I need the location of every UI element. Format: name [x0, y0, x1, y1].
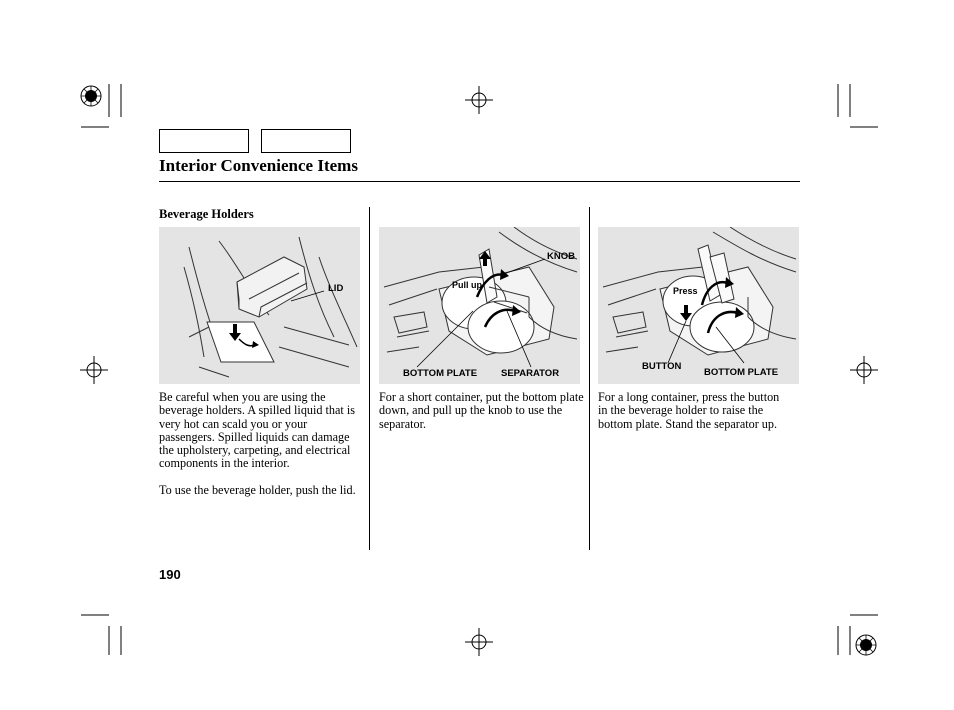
target-mark-bottom-right: [856, 635, 876, 655]
paragraph-short-container: For a short container, put the bottom plate down, and pull up the knob to use the separator.: [379, 390, 584, 431]
label-knob: KNOB: [547, 251, 575, 262]
column-divider-2: [589, 207, 590, 550]
label-separator: SEPARATOR: [501, 368, 560, 379]
column-3-text: [598, 391, 788, 444]
registration-mark-top: [465, 86, 493, 114]
long-container-illustration: [598, 227, 799, 384]
page-title: Interior Convenience Items: [159, 156, 358, 175]
label-pull-up: Pull up: [452, 280, 482, 290]
label-bottom-plate-2: BOTTOM PLATE: [704, 367, 779, 378]
registration-mark-bottom: [465, 628, 493, 656]
paragraph-caution: Be careful when you are using the beverage holders. A spilled liquid that is very hot can scald you or your passengers. Spilled liquids can damage the upholstery, carpeting, and electrical components in the interior.: [159, 390, 355, 471]
label-button: BUTTON: [642, 361, 682, 372]
title-rule: [159, 181, 800, 182]
column-2-text: [379, 391, 584, 444]
figure-armrest-lid: [159, 227, 360, 384]
figure-long-container: [598, 227, 799, 384]
nav-tab-index[interactable]: [261, 129, 351, 153]
armrest-lid-illustration: [159, 227, 360, 384]
section-subhead: Beverage Holders: [159, 207, 254, 221]
figure-short-container: [379, 227, 580, 384]
target-mark-top-left: [81, 86, 101, 106]
label-press: Press: [673, 286, 698, 296]
paragraph-long-container: For a long container, press the button in the beverage holder to raise the bottom plate. Stand the separator up.: [598, 390, 780, 431]
paragraph-push-lid: To use the beverage holder, push the lid.: [159, 482, 356, 497]
label-lid: LID: [328, 283, 344, 294]
registration-mark-left: [80, 356, 108, 384]
column-1-text: [159, 391, 364, 510]
registration-mark-right: [850, 356, 878, 384]
nav-tab-main-menu[interactable]: [159, 129, 249, 153]
page-number: 190: [159, 567, 181, 582]
label-bottom-plate-1: BOTTOM PLATE: [403, 368, 478, 379]
column-divider-1: [369, 207, 370, 550]
